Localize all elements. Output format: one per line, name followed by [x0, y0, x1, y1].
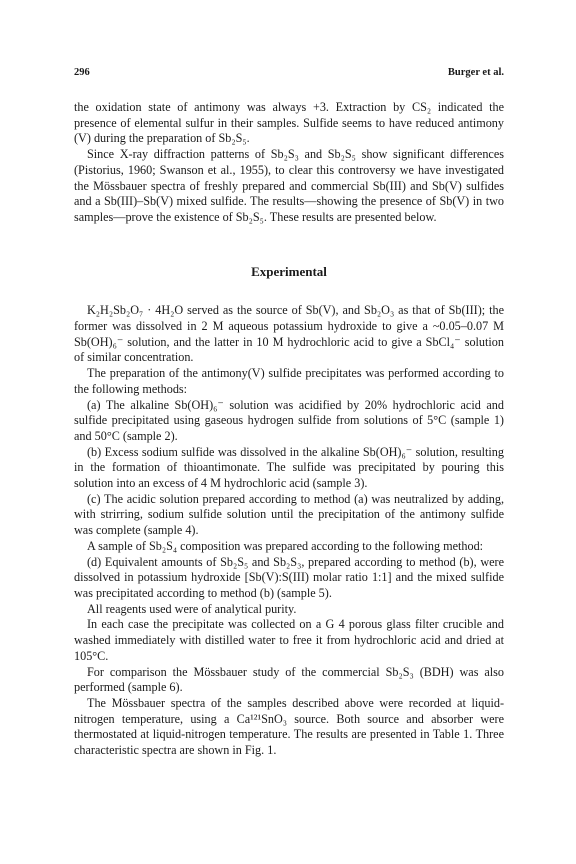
paragraph: K₂H₂Sb₂O₇ · 4H₂O served as the source of Sb(V), and Sb₂O₃ as that of Sb(III); the former was dissolved in 2 M aqueous potassium hydroxide to give a ~0.05–0.07 M Sb(OH)₆⁻ solution, and the latter in 10 M hydrochloric acid to give a SbCl₄⁻ solution of similar concentration.: [74, 303, 504, 365]
method-d-paragraph: (d) Equivalent amounts of Sb₂S₅ and Sb₂S₃, prepared according to method (b), were dissolved in potassium hydroxide [Sb(V):S(III) molar ratio 1:1] and the mixed sulfide was precipitated according to method (b) (sample 5).: [74, 554, 504, 600]
paragraph: A sample of Sb₂S₄ composition was prepared according to the following method:: [87, 538, 484, 553]
page-number: 296: [74, 67, 90, 78]
paragraph: the oxidation state of antimony was always +3. Extraction by CS₂ indicated the presence of elemental sulfur in their samples. Sulfide seems to have reduced antimony (V) during the preparation of Sb₂S₅.: [74, 100, 504, 146]
paragraph: In each case the precipitate was collected on a G 4 porous glass filter crucible and washed immediately with distilled water to free it from hydrochloric acid and dried at 105°C.: [74, 617, 504, 663]
paragraph: The Mössbauer spectra of the samples described above were recorded at liquid-nitrogen temperature, using a Ca¹²¹SnO₃ source. Both source and absorber were thermostated at liquid-nitrogen temperature. The results are presented in Table 1. Three characteristic spectra are shown in Fig. 1.: [74, 695, 504, 758]
running-head-authors: Burger et al.: [447, 67, 504, 78]
paragraph: Since X-ray diffraction patterns of Sb₂S₃ and Sb₂S₅ show significant differences (Pistorius, 1960; Swanson et al., 1955), to clear this controversy we have investigated the Mössbauer spectra of freshly prepared and commercial Sb(III) and Sb(V) sulfides and a Sb(III)–Sb(V) mixed sulfide. The results—showing the presence of Sb(V) in two samples—prove the existence of Sb₂S₅. These results are presented below.: [74, 147, 504, 224]
paragraph: The preparation of the antimony(V) sulfide precipitates was performed according to the following methods:: [74, 366, 504, 396]
running-head: [74, 67, 504, 81]
method-b-paragraph: (b) Excess sodium sulfide was dissolved in the alkaline Sb(OH)₆⁻ solution, resulting in the formation of thioantimonate. The sulfide was precipitated by pouring this solution into an excess of 4 M hydrochloric acid (sample 3).: [74, 444, 504, 491]
body-text: [74, 100, 504, 759]
document-page: [74, 67, 504, 759]
paragraph: For comparison the Mössbauer study of the commercial Sb₂S₃ (BDH) was also performed (sample 6).: [74, 664, 504, 695]
paragraph: All reagents used were of analytical purity.: [87, 601, 297, 616]
method-c-paragraph: (c) The acidic solution prepared according to method (a) was neutralized by adding, with strirring, sodium sulfide solution until the precipitation of the antimony sulfide was complete (sample 4).: [74, 491, 504, 538]
section-heading: Experimental: [251, 263, 327, 279]
method-a-paragraph: (a) The alkaline Sb(OH)₆⁻ solution was acidified by 20% hydrochloric acid and sulfide precipitated using gaseous hydrogen sulfide from solutions of 5°C (sample 1) and 50°C (sample 2).: [74, 397, 504, 443]
